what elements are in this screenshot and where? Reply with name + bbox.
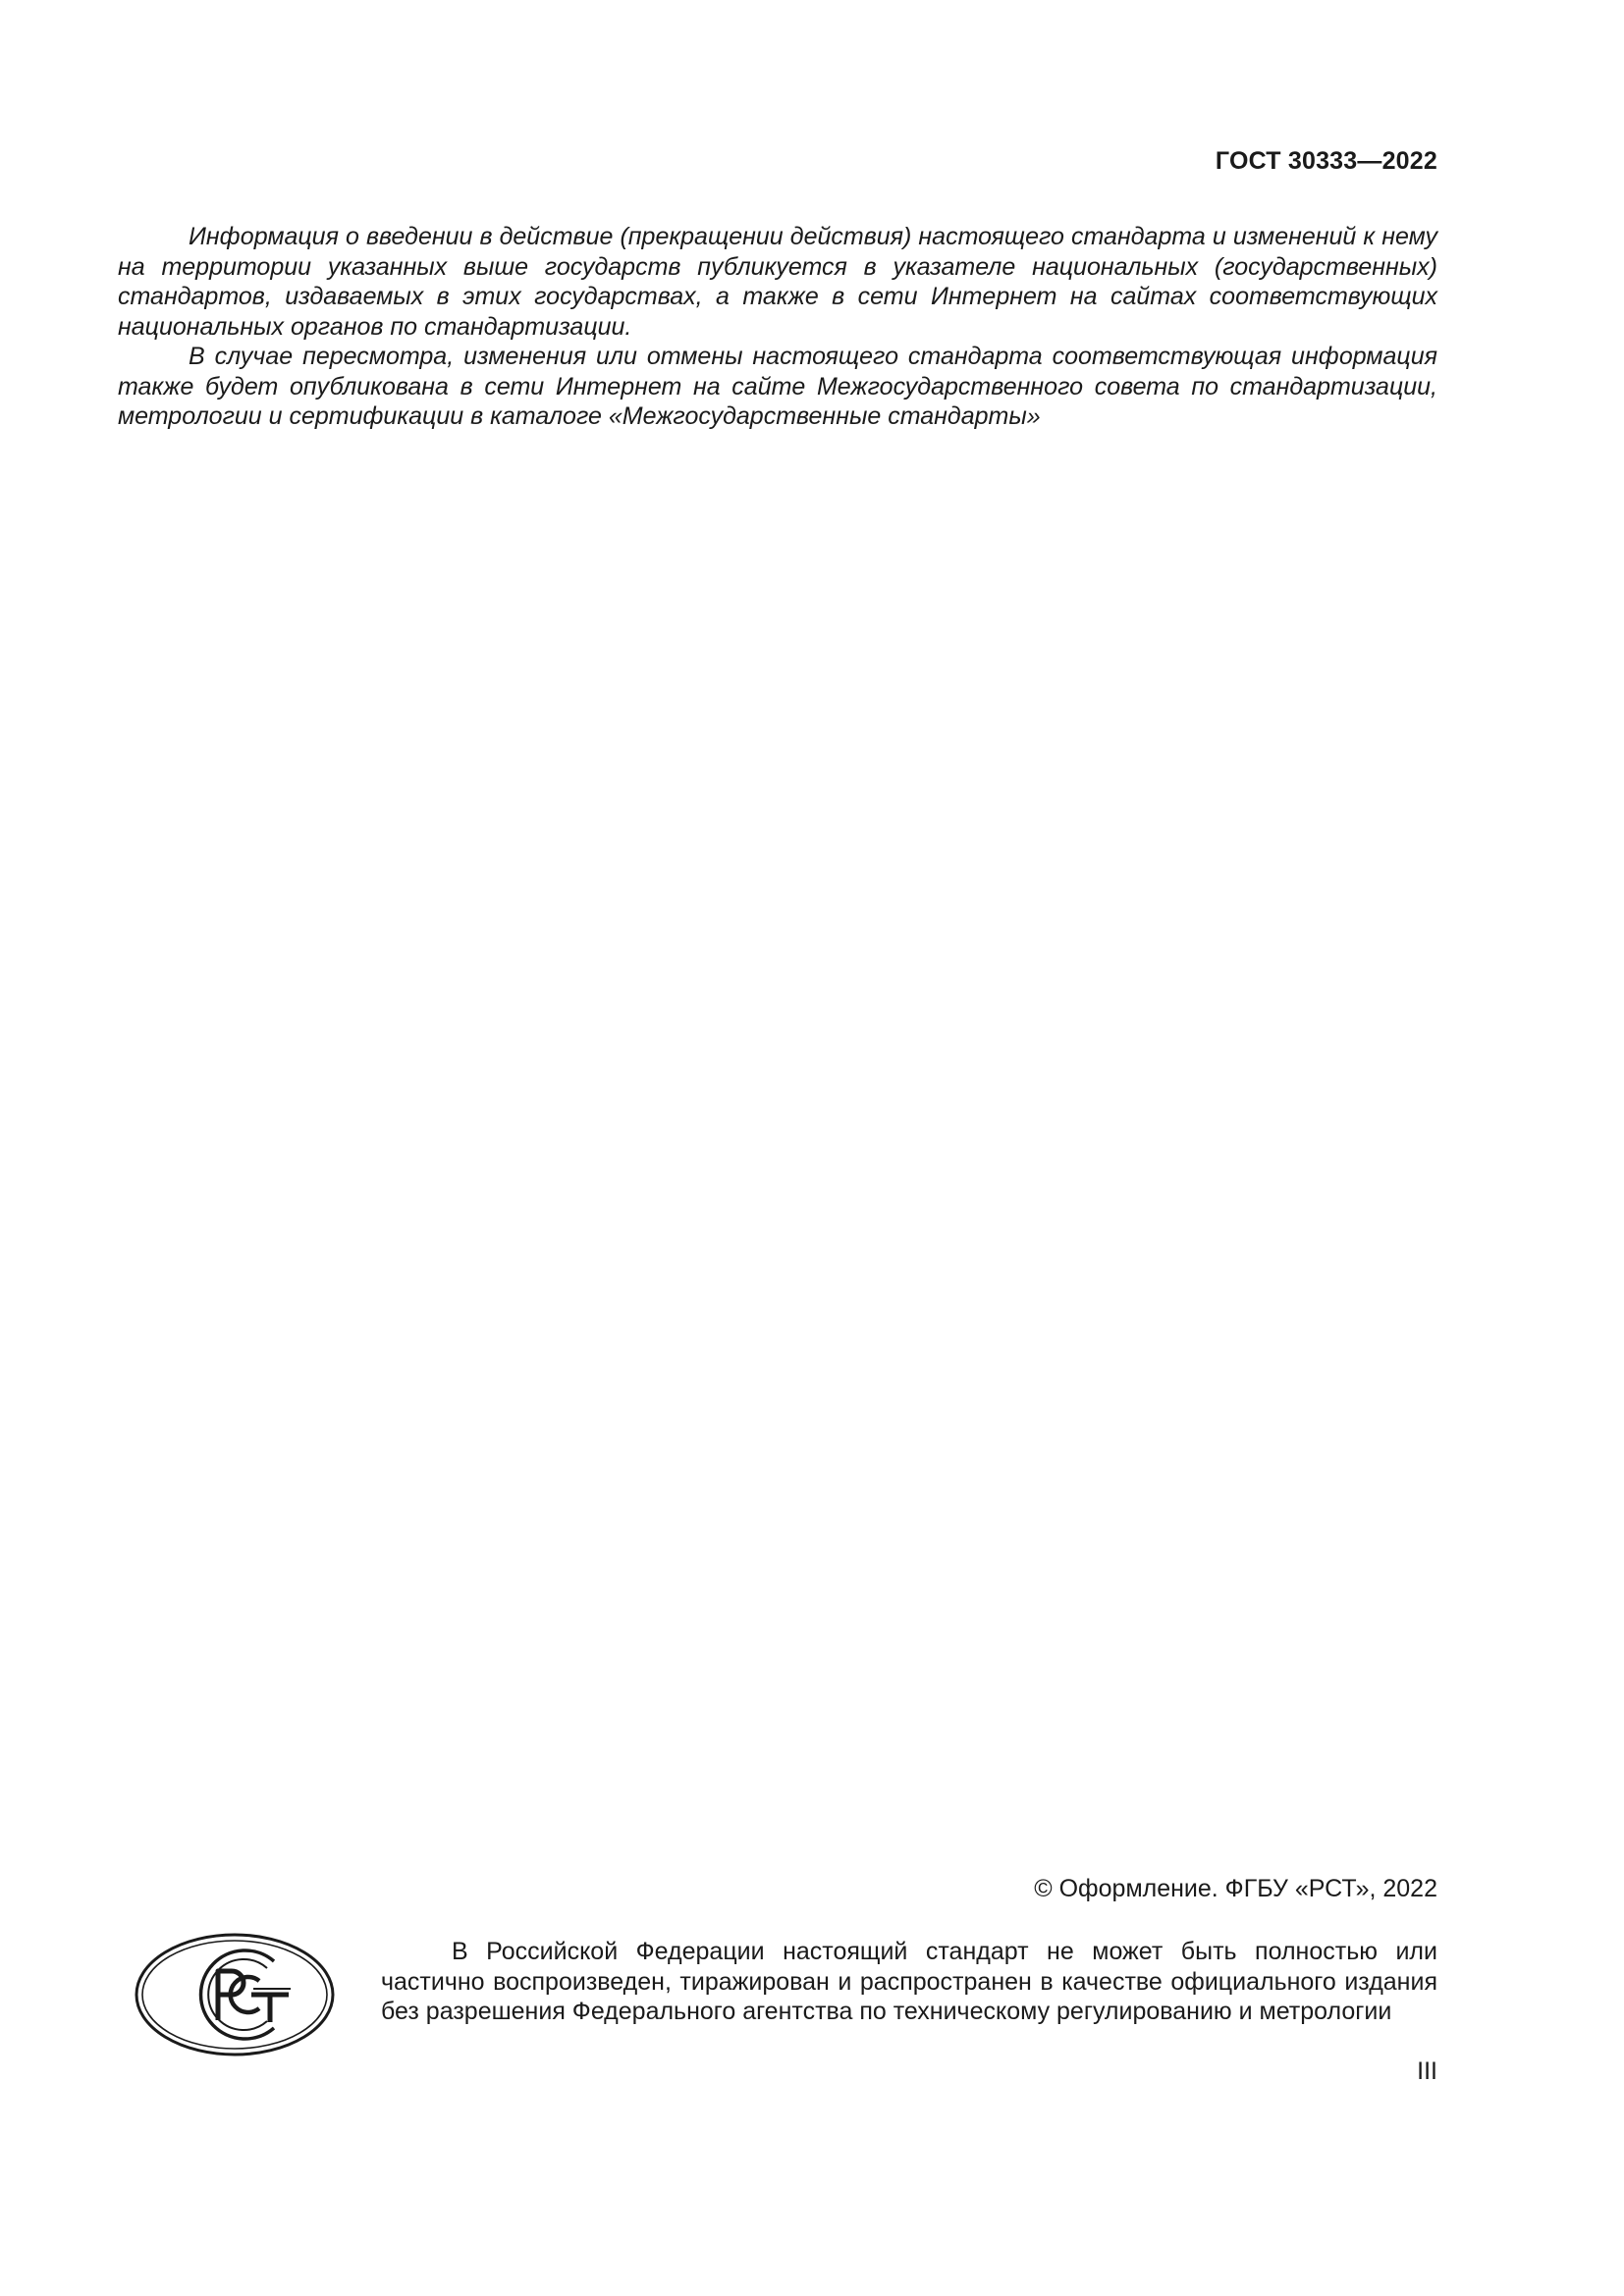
page-number: III	[1417, 2057, 1437, 2085]
legal-notice-text: В Российской Федерации настоящий стандарт не может быть полностью или частично воспроизведен, тиражирован и распространен в качестве официального издания без разрешения Федерального агентства по техническому регулированию и метрологии	[381, 1938, 1437, 2025]
intro-paragraph: В случае пересмотра, изменения или отмены настоящего стандарта соответствующая информация также будет опубликована в сети Интернет на сайте Межгосударственного совета по стандартизации, метрологии и сертификации в каталоге «Межгосударственные стандарты»	[118, 343, 1437, 430]
rst-certification-mark-icon	[134, 1932, 336, 2057]
intro-text	[118, 222, 1437, 432]
copyright-notice: © Оформление. ФГБУ «РСТ», 2022	[1034, 1875, 1437, 1902]
intro-paragraph: Информация о введении в действие (прекращении действия) настоящего стандарта и изменений к нему на территории указанных выше государств публикуется в указателе национальных (государственных) стандартов, издаваемых в этих государствах, а также в сети Интернет на сайтах соответствующих национальных органов по стандартизации.	[118, 223, 1437, 341]
legal-notice	[381, 1937, 1437, 2027]
document-designation: ГОСТ 30333—2022	[1215, 147, 1437, 175]
